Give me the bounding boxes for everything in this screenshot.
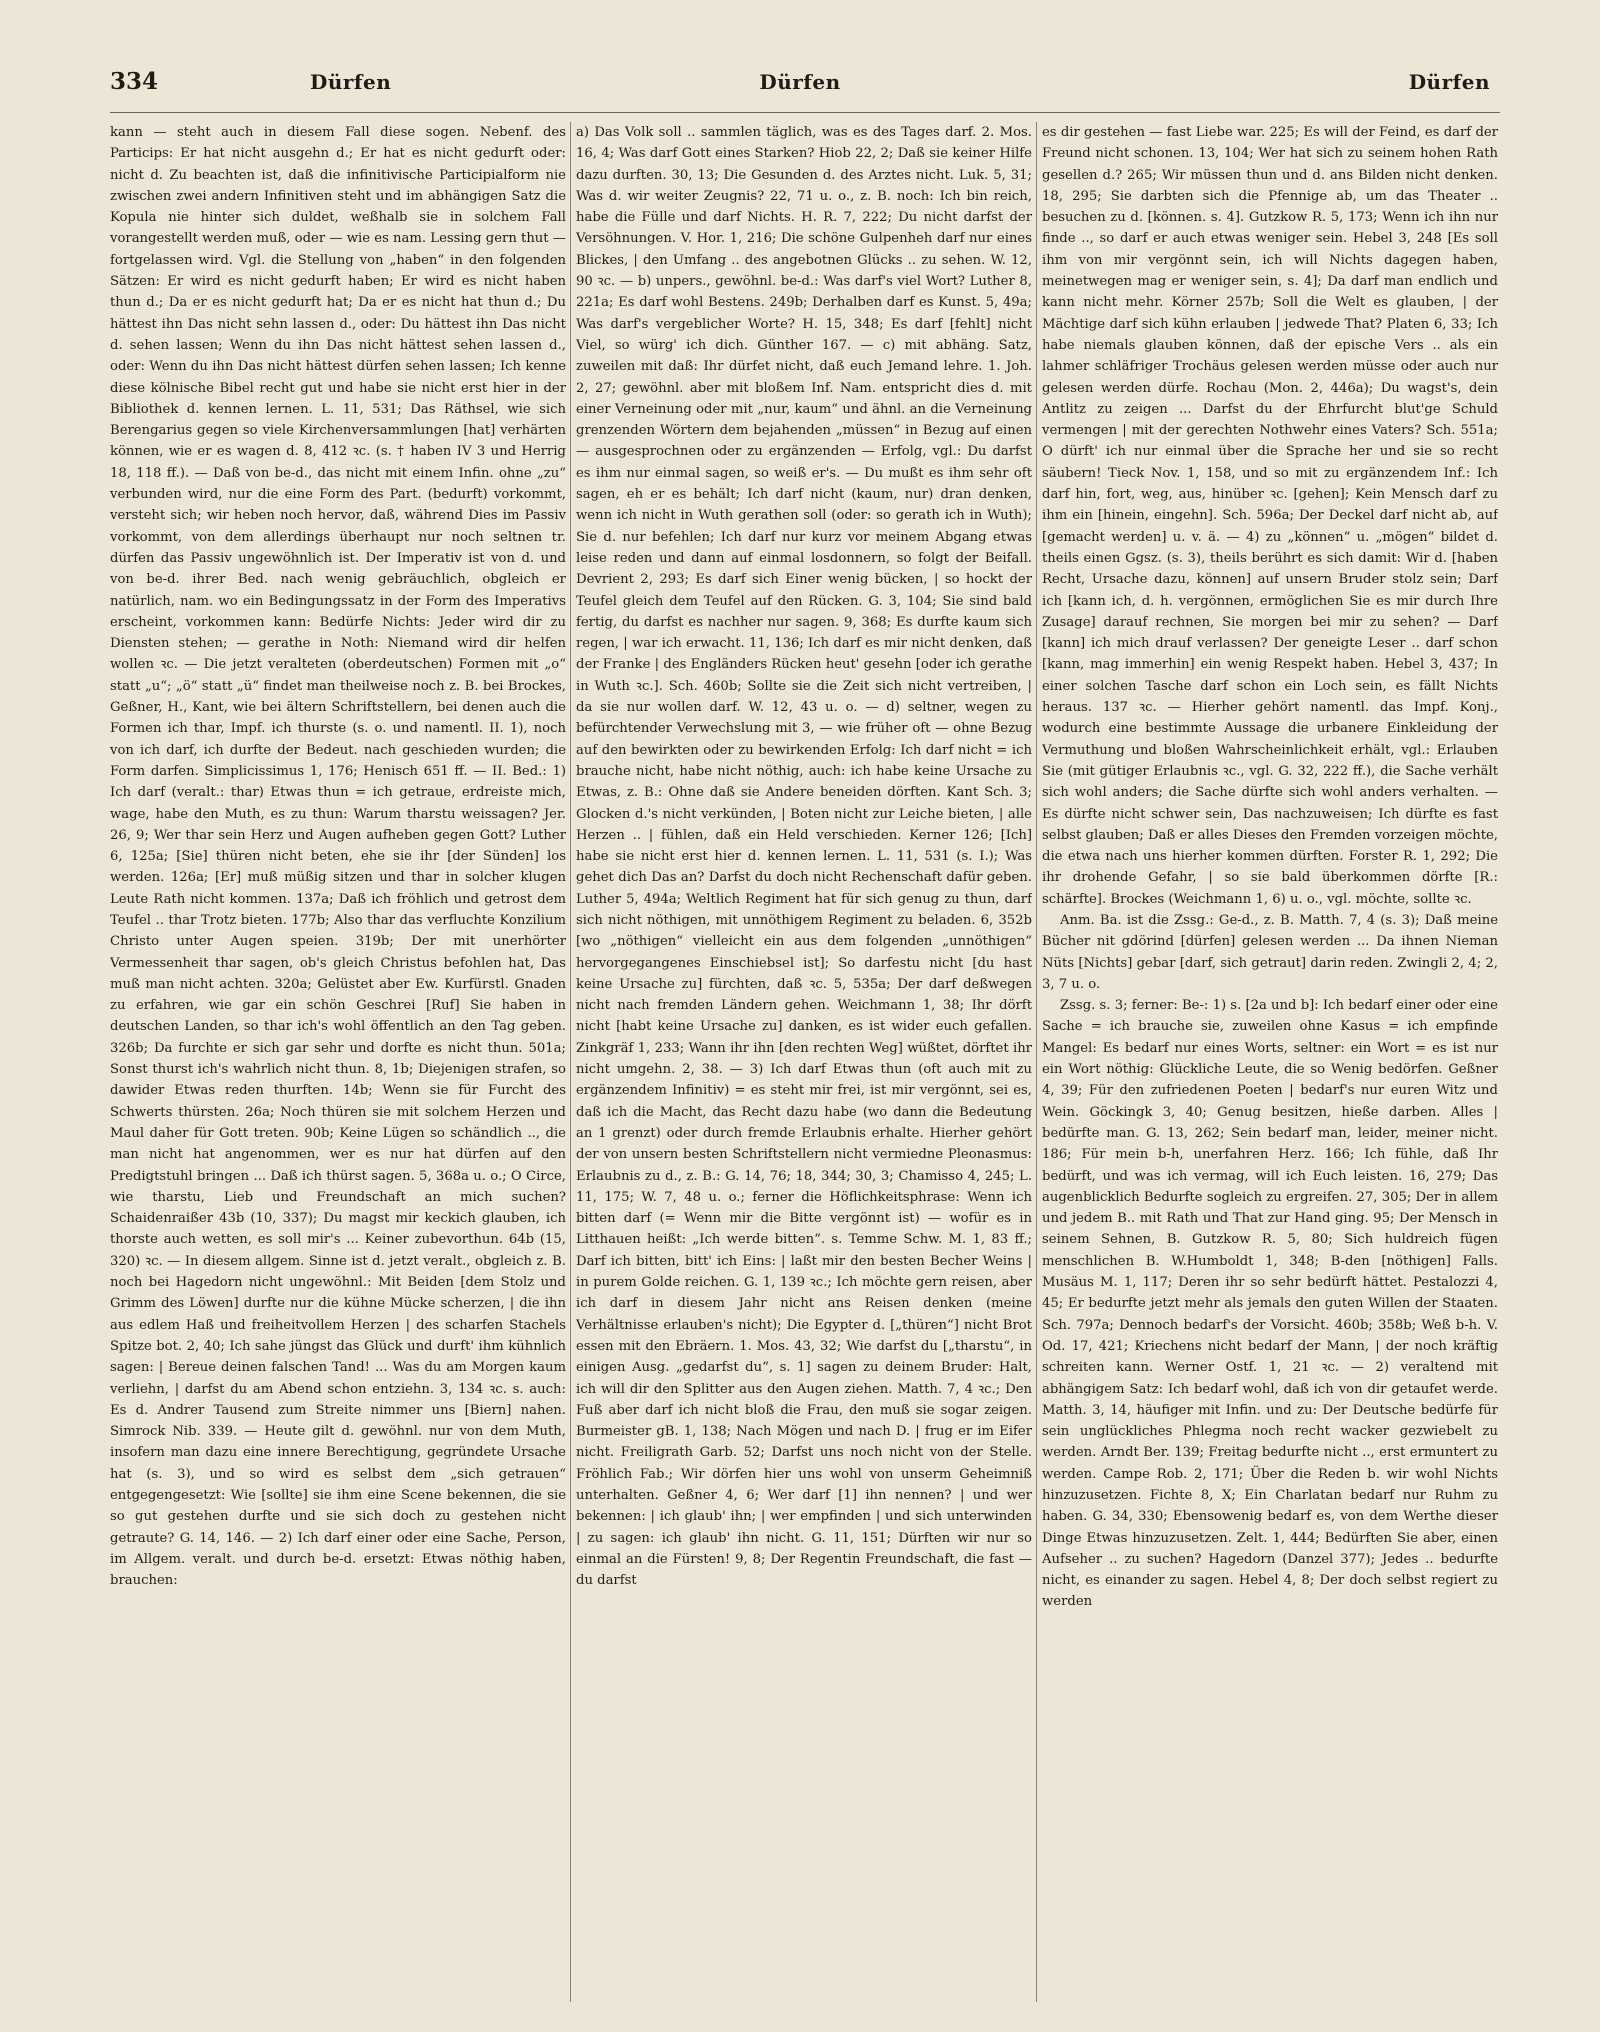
running-header: [110, 58, 1490, 98]
page-number: 334: [110, 68, 159, 95]
column-3-compounds: Zssg. s. 3; ferner: Be-: 1) s. [2a und b]: Ich bedarf einer oder eine Sache = ich brauche sie, zuweilen ohne Kasus = ich empfinde Mangel: Es bedarf nur eines Worts, seltner: ein Wort = es ist nur ein Wort nöthig: Glückliche Leute, die so Wenig bedörfen. Geßner 4, 39; Für den zufriedenen Poeten | bedarf's nur euren Witz und Wein. Göckingk 3, 40; Genug besitzen, hieße darben. Alles | bedürfte man. G. 13, 262; Sein bedarf man, leider, meiner nicht. 186; Für mein b-h, unerfahren Herz. 166; Ich fühle, daß Ihr bedürft, und was ich vermag, will ich Euch leisten. 16, 279; Das augenblicklich Bedurfte sogleich zu ergreifen. 27, 305; Der in allem und jedem B.. mit Rath und That zur Hand ging. 95; Der Mensch in seinem Sehnen, B. Gutzkow R. 5, 80; Sich huldreich fügen menschlichen B. W.Humboldt 1, 348; B-den [nöthigen] Falls. Musäus M. 1, 117; Deren ihr so sehr bedürft hättet. Pestalozzi 4, 45; Er bedurfte jetzt mehr als jemals den guten Willen der Staaten. Sch. 797a; Dennoch bedarf's der Vorsicht. 460b; 358b; Weß b-h. V. Od. 17, 421; Kriechens nicht bedarf der Mann, | der noch kräftig schreiten kann. Werner Ostf. 1, 21 ꝛc. — 2) veraltend mit abhängigem Satz: Ich bedarf wohl, daß ich von dir getaufet werde. Matth. 3, 14, häufiger mit Infin. und zu: Der Deutsche bedürfe für sein unglückliches Phlegma noch recht wacker gezwiebelt zu werden. Arndt Ber. 139; Freitag bedurfte nicht .., erst ermuntert zu werden. Campe Rob. 2, 171; Über die Reden b. wir wohl Nichts hinzuzusetzen. Fichte 8, X; Ein Charlatan bedarf nur Ruhm zu haben. G. 34, 330; Ebensowenig bedarf es, von dem Werthe dieser Dinge Etwas hinzuzusetzen. Zelt. 1, 444; Bedürften Sie aber, einen Aufseher .. zu suchen? Hagedorn (Danzel 377); Jedes .. bedurfte nicht, es einander zu sagen. Hebel 4, 8; Der doch selbst regiert zu werden: [1042, 998, 1498, 1610]
column-divider: [1036, 122, 1037, 2002]
header-rule: [110, 112, 1500, 113]
headword-left: Dürfen: [310, 70, 392, 94]
column-2: [576, 122, 1032, 2002]
column-3: [1042, 122, 1498, 2002]
entry-body: [110, 122, 1500, 2002]
column-divider: [570, 122, 571, 2002]
column-2-paragraph: a) Das Volk soll .. sammlen täglich, was es des Tages darf. 2. Mos. 16, 4; Was darf Gott eines Starken? Hiob 22, 2; Daß sie keiner Hilfe dazu durften. 30, 13; Die Gesunden d. des Arztes nicht. Luk. 5, 31; Was d. wir weiter Zeugnis? 22, 71 u. o., z. B. noch: Ich bin reich, habe die Fülle und darf Nichts. H. R. 7, 222; Du nicht darfst der Versöhnungen. V. Hor. 1, 216; Die schöne Gulpenheh darf nur eines Blickes, | den Umfang .. des angebotnen Glücks .. zu sehen. W. 12, 90 ꝛc. — b) unpers., gewöhnl. be-d.: Was darf's viel Wort? Luther 8, 221a; Es darf wohl Bestens. 249b; Derhalben darf es Kunst. 5, 49a; Was darf's vergeblicher Worte? H. 15, 348; Es darf [fehlt] nicht Viel, so würg' ich dich. Günther 167. — c) mit abhäng. Satz, zuweilen mit daß: Ihr dürfet nicht, daß euch Jemand lehre. 1. Joh. 2, 27; gewöhnl. aber mit bloßem Inf. Nam. entspricht dies d. mit einer Verneinung oder mit „nur, kaum“ und ähnl. an die Verneinung grenzenden Wörtern dem bejahenden „müssen“ in Bezug auf einen — ausgesprochnen oder zu ergänzenden — Erfolg, vgl.: Du darfst es ihm nur einmal sagen, so weiß er's. — Du mußt es ihm sehr oft sagen, eh er es behält; Ich darf nicht (kaum, nur) dran denken, wenn ich nicht in Wuth gerathen soll (oder: so gerath ich in Wuth); Sie d. nur befehlen; Ich darf nur kurz vor meinem Abgang etwas leise reden und dann auf einmal losdonnern, so folgt der Beifall. Devrient 2, 293; Es darf sich Einer wenig bücken, | so hockt der Teufel gleich dem Teufel auf den Rücken. G. 3, 104; Sie sind bald fertig, du darfst es nachher nur sagen. 9, 368; Es durfte kaum sich regen, | war ich erwacht. 11, 136; Ich darf es mir nicht denken, daß der Franke | des Engländers Rücken heut' gesehn [oder ich gerathe in Wuth ꝛc.]. Sch. 460b; Sollte sie die Zeit sich nicht vertreiben, | da sie nur wollen darf. W. 12, 43 u. o. — d) seltner, wegen zu befürchtender Verwechslung mit 3, — wie früher oft — ohne Bezug auf den bewirkten oder zu bewirkenden Erfolg: Ich darf nicht = ich brauche nicht, habe nicht nöthig, auch: ich habe keine Ursache zu Etwas, z. B.: Ohne daß sie Andere beneiden dörften. Kant Sch. 3; Glocken d.'s nicht verkünden, | Boten nicht zur Leiche bieten, | alle Herzen .. | fühlen, daß ein Held verschieden. Kerner 126; [Ich] habe sie nicht erst hier d. kennen lernen. L. 11, 531 (s. I.); Was gehet dich Das an? Darfst du doch nicht Rechenschaft dafür geben. Luther 5, 494a; Weltlich Regiment hat für sich genug zu thun, darf sich nicht nöthigen, mit unnöthigem Regiment zu beladen. 6, 352b [wo „nöthigen“ vielleicht ein aus dem folgenden „unnöthigen“ hervorgegangenes Einschiebsel ist]; So darfestu nicht [du hast keine Ursache zu] fürchten, daß ꝛc. 5, 535a; Der darf deßwegen nicht nach fremden Ländern gehen. Weichmann 1, 38; Ihr dörft nicht [habt keine Ursache zu] danken, es ist wider euch gefallen. Zinkgräf 1, 233; Wann ihr ihn [den rechten Weg] wüßtet, dörftet ihr nicht umgehn. 2, 38. — 3) Ich darf Etwas thun (oft auch mit zu ergänzendem Infinitiv) = es steht mir frei, ist mir vergönnt, sei es, daß ich die Macht, das Recht dazu habe (wo dann die Bedeutung an 1 grenzt) oder durch fremde Erlaubnis erhalte. Hierher gehört der von unsern besten Schriftstellern nicht vermiedne Pleonasmus: Erlaubnis zu d., z. B.: G. 14, 76; 18, 344; 30, 3; Chamisso 4, 245; L. 11, 175; W. 7, 48 u. o.; ferner die Höflichkeitsphrase: Wenn ich bitten darf (= Wenn mir die Bitte vergönnt ist) — wofür es in Litthauen heißt: „Ich werde bitten“. s. Temme Schw. M. 1, 83 ff.; Darf ich bitten, bitt' ich Eins: | laßt mir den besten Becher Weins | in purem Golde reichen. G. 1, 139 ꝛc.; Ich möchte gern reisen, aber ich darf in diesem Jahr nicht ans Reisen denken (meine Verhältnisse erlauben's nicht); Die Egypter d. [„thüren“] nicht Brot essen mit den Ebräern. 1. Mos. 43, 32; Wie darfst du [„tharstu“, in einigen Ausg. „gedarfst du“, s. 1] sagen zu deinem Bruder: Halt, ich will dir den Splitter aus den Augen ziehen. Matth. 7, 4 ꝛc.; Den Fuß aber darf ich nicht bloß die Frau, den muß sie sogar zeigen. Burmeister gB. 1, 138; Nach Mögen und nach D. | frug er im Eifer nicht. Freiligrath Garb. 52; Darfst uns noch nicht von der Stelle. Fröhlich Fab.; Wir dörfen hier uns wohl von unserm Geheimniß unterhalten. Geßner 4, 6; Wer darf [1] ihn nennen? | und wer bekennen: | ich glaub' ihn; | wer empfinden | und sich unterwinden | zu sagen: ich glaub' ihn nicht. G. 11, 151; Dürften wir nur so einmal an die Fürsten! 9, 8; Der Regentin Freundschaft, die fast — du darfst: [576, 125, 1032, 1589]
column-1: [110, 122, 566, 2002]
column-3-note: Anm. Ba. ist die Zssg.: Ge-d., z. B. Matth. 7, 4 (s. 3); Daß meine Bücher nit gdörind [dürfen] gelesen werden ... Da ihnen Nieman Nüts [Nichts] gebar [darf, sich getraut] darin reden. Zwingli 2, 4; 2, 3, 7 u. o.: [1042, 912, 1498, 992]
headword-right: Dürfen: [1408, 70, 1490, 94]
column-1-paragraph: kann — steht auch in diesem Fall diese sogen. Nebenf. des Particips: Er hat nicht ausgehn d.; Er hat es nicht gedurft oder: nicht d. Zu beachten ist, daß die infinitivische Participialform nie zwischen zwei andern Infinitiven steht und im abhängigen Satz die Kopula nie hinter sich duldet, weßhalb sie in solchem Fall vorangestellt werden muß, oder — wie es nam. Lessing gern thut — fortgelassen wird. Vgl. die Stellung von „haben“ in den folgenden Sätzen: Er wird es nicht gedurft haben; Er wird es nicht haben thun d.; Da er es nicht gedurft hat; Da er es nicht hat thun d.; Du hättest ihn Das nicht sehn lassen d., oder: Du hättest ihn Das nicht d. sehen lassen; Wenn du ihn Das nicht hättest sehen lassen d., oder: Wenn du ihn Das nicht hättest dürfen sehen lassen; Ich kenne diese kölnische Bibel recht gut und habe sie nicht erst hier in der Bibliothek d. kennen lernen. L. 11, 531; Das Räthsel, wie sich Berengarius gegen so viele Kirchenversammlungen [hat] verhärten können, wie er es wagen d. 8, 412 ꝛc. (s. † haben IV 3 und Herrig 18, 118 ff.). — Daß von be-d., das nicht mit einem Infin. ohne „zu“ verbunden wird, nur die eine Form des Part. (bedurft) vorkommt, versteht sich; wir heben noch hervor, daß, während Dies im Passiv vorkommt, von dem allerdings überhaupt nur noch seltnen tr. dürfen das Passiv ungewöhnlich ist. Der Imperativ ist von d. und von be-d. ihrer Bed. nach wenig gebräuchlich, obgleich er natürlich, nam. wo ein Bedingungssatz in der Form des Imperativs erscheint, vorkommen kann: Bedürfe Nichts: Jeder wird dir zu Diensten stehen; — gerathe in Noth: Niemand wird dir helfen wollen ꝛc. — Die jetzt veralteten (oberdeutschen) Formen mit „o“ statt „u“; „ö“ statt „ü“ findet man theilweise noch z. B. bei Brockes, Geßner, H., Kant, wie bei ältern Schriftstellern, bei denen auch die Formen ich thar, Impf. ich thurste (s. o. und namentl. II. 1), noch von ich darf, ich durfte der Bedeut. nach geschieden wurden; die Form darfen. Simplicissimus 1, 176; Henisch 651 ff. — II. Bed.: 1) Ich darf (veralt.: thar) Etwas thun = ich getraue, erdreiste mich, wage, habe den Muth, es zu thun: Warum tharstu weissagen? Jer. 26, 9; Wer thar sein Herz und Augen aufheben gegen Gott? Luther 6, 125a; [Sie] thüren nicht beten, ehe sie ihr [der Sünden] los werden. 126a; [Er] muß müßig sitzen und thar in solcher klugen Leute Rath nicht kommen. 137a; Daß ich fröhlich und getrost dem Teufel .. thar Trotz bieten. 177b; Also thar das verfluchte Konzilium Christo unter Augen speien. 319b; Der mit unerhörter Vermessenheit thar sagen, ob's gleich Christus befohlen hat, Das muß man nicht achten. 320a; Gelüstet aber Ew. Kurfürstl. Gnaden zu erfahren, wie gar ein schön Geschrei [Ruf] Sie haben in deutschen Landen, so thar ich's wohl öffentlich an den Tag geben. 326b; Da furchte er sich gar sehr und dorfte es nicht thun. 501a; Sonst thurst ich's wahrlich nicht thun. 8, 1b; Diejenigen strafen, so dawider Etwas reden thurften. 14b; Wenn sie für Furcht des Schwerts thürsten. 26a; Noch thüren sie mit solchem Herzen und Maul daher für Gott treten. 90b; Keine Lügen so schändlich .., die man nicht hat angenommen, wer es nur hat dürfen auf den Predigtstuhl bringen ... Daß ich thürst sagen. 5, 368a u. o.; O Circe, wie tharstu, Lieb und Freundschaft an mich suchen? Schaidenraißer 43b (10, 337); Du magst mir keckich glauben, ich thorste auch wetten, es soll mir's ... Keiner zubevorthun. 64b (15, 320) ꝛc. — In diesem allgem. Sinne ist d. jetzt veralt., obgleich z. B. noch bei Hagedorn nicht ungewöhnl.: Mit Beiden [dem Stolz und Grimm des Löwen] durfte nur die kühne Mücke scherzen, | die ihn aus edlem Haß und freiheitvollem Herzen | des scharfen Stachels Spitze bot. 2, 40; Ich sahe jüngst das Glück und durft' ihm kühnlich sagen: | Bereue deinen falschen Tand! ... Was du am Morgen kaum verliehn, | darfst du am Abend schon entziehn. 3, 134 ꝛc. s. auch: Es d. Andrer Tausend zum Streite nimmer uns [Biern] nahen. Simrock Nib. 339. — Heute gilt d. gewöhnl. nur von dem Muth, insofern man dazu eine innere Berechtigung, gegründete Ursache hat (s. 3), und so wird es selbst dem „sich getrauen“ entgegengesetzt: Wie [sollte] sie ihm eine Scene bekennen, die sie so gut gestehen durfte und sie sich doch zu gestehen nicht getraute? G. 14, 146. — 2) Ich darf einer oder eine Sache, Person, im Allgem. veralt. und durch be-d. ersetzt: Etwas nöthig haben, brauchen:: [110, 125, 566, 1589]
column-3-paragraph: es dir gestehen — fast Liebe war. 225; Es will der Feind, es darf der Freund nicht schonen. 13, 104; Wer hat sich zu seinem hohen Rath gesellen d.? 265; Wir müssen thun und d. ans Bilden nicht denken. 18, 295; Sie darbten sich die Pfennige ab, um das Theater .. besuchen zu d. [können. s. 4]. Gutzkow R. 5, 173; Wenn ich ihn nur finde .., so darf er auch etwas weniger sein. Hebel 3, 248 [Es soll ihm von mir vergönnt sein, ich will Nichts dagegen haben, meinetwegen mag er weniger sein, s. 4]; Da darf man endlich und kann nicht mehr. Körner 257b; Soll die Welt es glauben, | der Mächtige darf sich kühn erlauben | jedwede That? Platen 6, 33; Ich habe niemals glauben können, daß der epische Vers .. als ein lahmer schläfriger Trochäus gelesen werden müsse oder auch nur gelesen werden dürfe. Rochau (Mon. 2, 446a); Du wagst's, dein Antlitz zu zeigen ... Darfst du der Ehrfurcht blut'ge Schuld vermengen | mit der gerechten Nothwehr eines Vaters? Sch. 551a; O dürft' ich nur einmal über die Sprache her und sie so recht säubern! Tieck Nov. 1, 158, und so mit zu ergänzendem Inf.: Ich darf hin, fort, weg, aus, hinüber ꝛc. [gehen]; Kein Mensch darf zu ihm ein [hinein, eingehn]. Sch. 596a; Der Deckel darf nicht ab, auf [gemacht werden] u. v. ä. — 4) zu „können“ u. „mögen“ bildet d. theils einen Ggsz. (s. 3), theils berührt es sich damit: Wir d. [haben Recht, Ursache dazu, können] auf unsern Bruder stolz sein; Darf ich [kann ich, d. h. vergönnen, ermöglichen Sie es mir durch Ihre Zusage] darauf rechnen, Sie morgen bei mir zu sehen? — Darf [kann] ich mich drauf verlassen? Der geneigte Leser .. darf schon [kann, mag immerhin] ein wenig Respekt haben. Hebel 3, 437; In einer solchen Tasche darf schon ein Loch sein, es fällt Nichts heraus. 137 ꝛc. — Hierher gehört namentl. das Impf. Konj., wodurch eine bestimmte Aussage die urbanere Einkleidung der Vermuthung und bloßen Wahrscheinlichkeit erhält, vgl.: Erlauben Sie (mit gütiger Erlaubnis ꝛc., vgl. G. 32, 222 ff.), die Sache verhält sich wohl anders; die Sache dürfte sich wohl anders verhalten. — Es dürfte nicht schwer sein, Das nachzuweisen; Ich dürfte es fast selbst glauben; Daß er alles Dieses den Fremden vorzeigen möchte, die etwa nach uns hierher kommen dürften. Forster R. 1, 292; Die ihr drohende Gefahr, | so sie bald überkommen dörfte [R.: schärfte]. Brockes (Weichmann 1, 6) u. o., vgl. möchte, sollte ꝛc.: [1042, 125, 1498, 907]
headword-center: Dürfen: [759, 70, 841, 94]
